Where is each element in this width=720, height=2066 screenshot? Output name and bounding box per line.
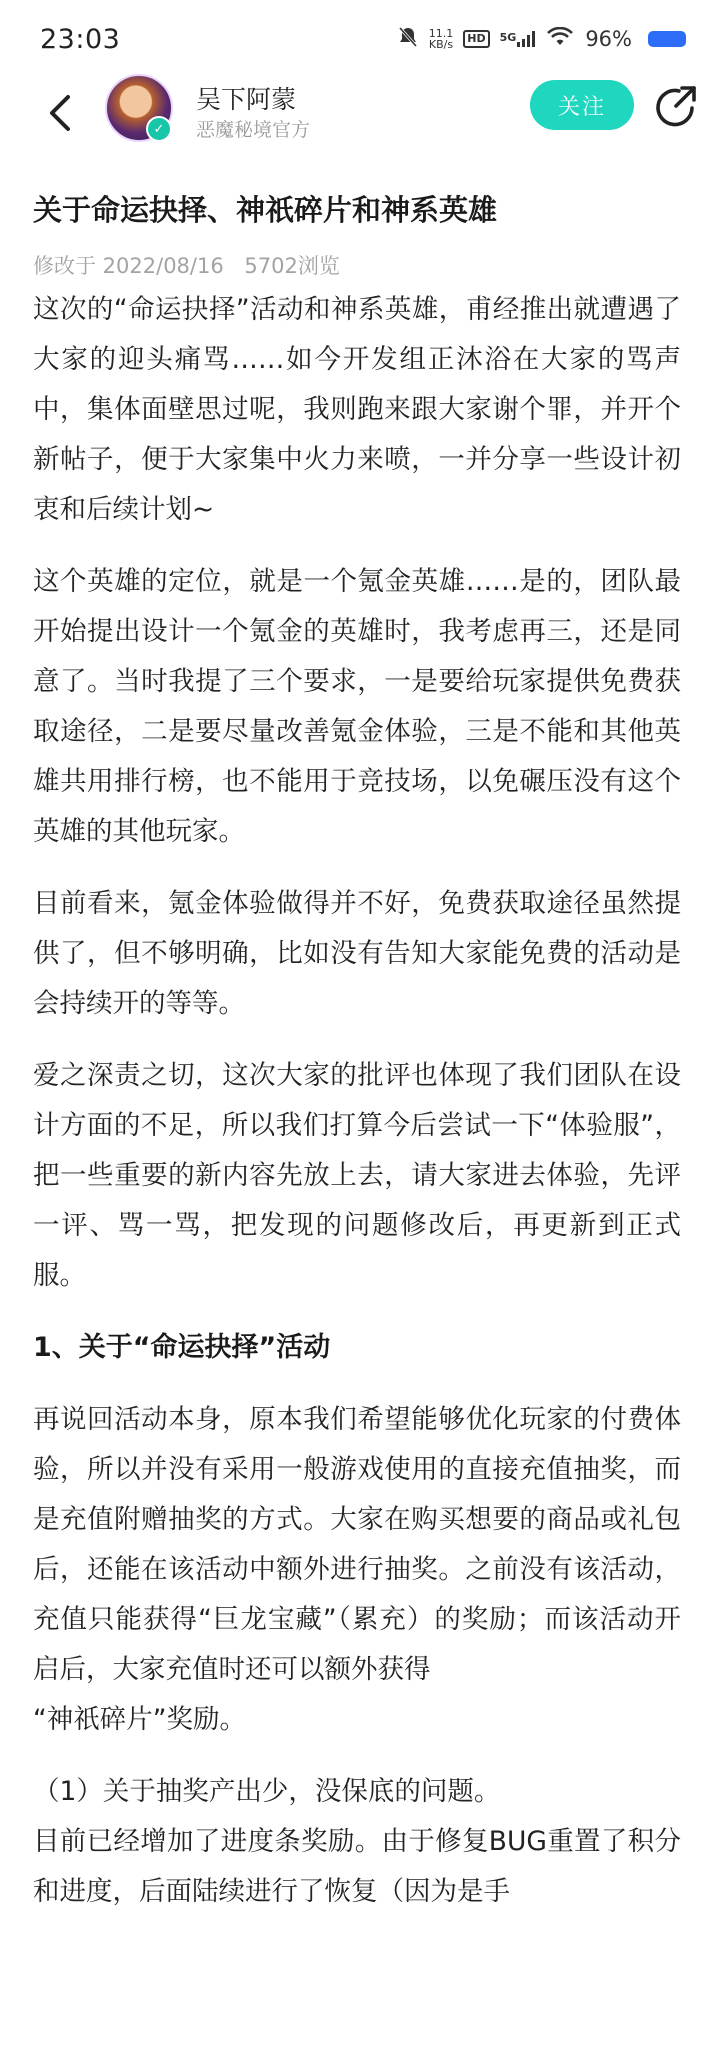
status-icons [397, 25, 686, 53]
post-content [33, 285, 681, 1917]
author-subtitle: 恶魔秘境官方 [196, 119, 311, 141]
paragraph: 目前看来，氪金体验做得并不好，免费获取途径虽然提供了，但不够明确，比如没有告知大家能免费的活动是会持续开的等等。 [33, 888, 681, 1019]
author-name[interactable]: 吴下阿蒙 [196, 85, 297, 114]
view-count: 5702浏览 [244, 254, 340, 278]
status-bar [0, 0, 720, 78]
check-icon: ✓ [146, 116, 172, 142]
wifi-icon [547, 27, 573, 51]
paragraph: 爱之深责之切，这次大家的批评也体现了我们团队在设计方面的不足，所以我们打算今后尝试一下“体验服”，把一些重要的新内容先放上去，请大家进去体验，先评一评、骂一骂，把发现的问题修改后，再更新到正式服。 [33, 1060, 681, 1291]
paragraph: 这次的“命运抉择”活动和神系英雄，甫经推出就遭遇了大家的迎头痛骂……如今开发组正沐浴在大家的骂声中，集体面壁思过呢，我则跑来跟大家谢个罪，并开个新帖子，便于大家集中火力来喷，一并分享一些设计初衷和后续计划~ [33, 294, 681, 525]
paragraph: 再说回活动本身，原本我们希望能够优化玩家的付费体验，所以并没有采用一般游戏使用的直接充值抽奖，而是充值附赠抽奖的方式。大家在购买想要的商品或礼包后，还能在该活动中额外进行抽奖。之前没有该活动，充值只能获得“巨龙宝藏”（累充）的奖励；而该活动开启后，大家充值时还可以额外获得 [33, 1404, 681, 1685]
modified-date: 修改于 2022/08/16 [33, 254, 224, 278]
status-time: 23:03 [40, 23, 121, 55]
battery-percent: 96% [585, 27, 632, 51]
paragraph: 这个英雄的定位，就是一个氪金英雄……是的，团队最开始提出设计一个氪金的英雄时，我考虑再三，还是同意了。当时我提了三个要求，一是要给玩家提供免费获取途径，二是要尽量改善氪金体验，三是不能和其他英雄共用排行榜，也不能用于竞技场，以免碾压没有这个英雄的其他玩家。 [33, 566, 681, 847]
paragraph: “神祇碎片”奖励。 [33, 1704, 246, 1735]
section-heading: 1、关于“命运抉择”活动 [33, 1332, 331, 1363]
network-speed: 11.1 KB/s [428, 27, 454, 51]
paragraph: 目前已经增加了进度条奖励。由于修复BUG重置了积分和进度，后面陆续进行了恢复（因为是手 [33, 1826, 681, 1907]
chevron-left-icon [46, 93, 76, 133]
mute-bell-icon [397, 25, 419, 53]
post-header [0, 70, 720, 174]
share-button[interactable] [652, 82, 700, 130]
share-icon [652, 82, 700, 130]
back-button[interactable] [36, 88, 86, 138]
post-title: 关于命运抉择、神祇碎片和神系英雄 [33, 193, 498, 227]
signal-5g-icon: 5G [500, 31, 538, 47]
post-meta [33, 250, 340, 280]
hd-icon: HD [463, 30, 489, 48]
follow-button[interactable]: 关注 [530, 80, 634, 130]
battery-icon [648, 31, 686, 47]
paragraph: （1）关于抽奖产出少，没保底的问题。 [33, 1776, 501, 1807]
